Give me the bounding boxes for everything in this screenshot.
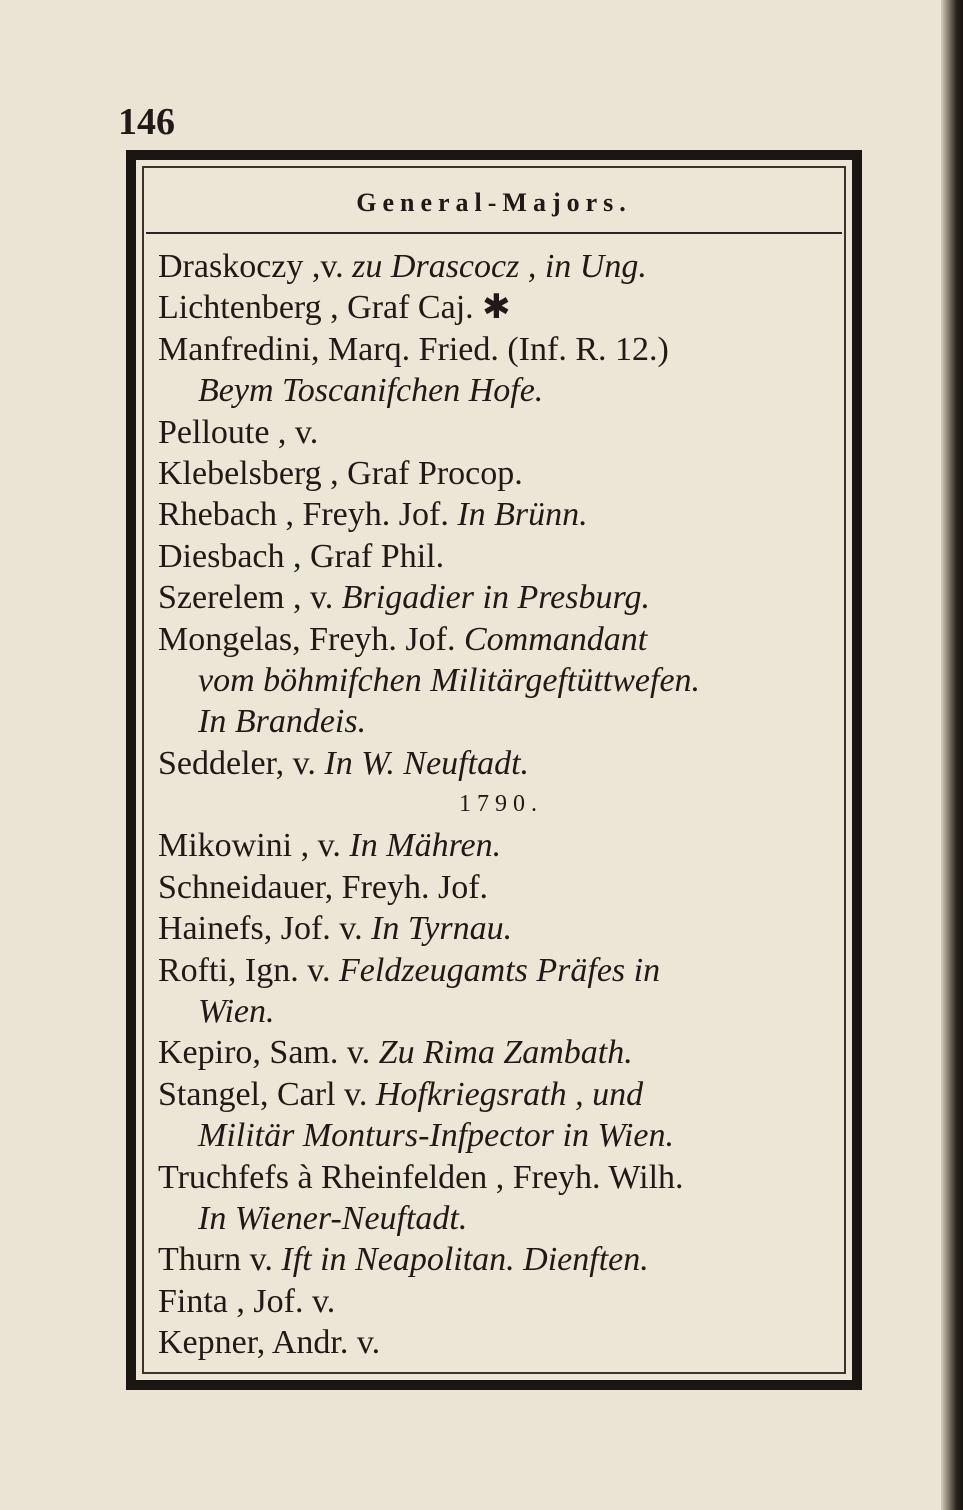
entry-note: zu Drascocz , in Ung.: [343, 248, 647, 285]
entry-name: Szerelem , v.: [158, 579, 334, 617]
entry-note: Ift in Neapolitan. Dienften.: [272, 1241, 649, 1279]
entry-continuation: [158, 660, 844, 701]
entry-continuation: [158, 1115, 844, 1156]
year-label: 1790.: [459, 791, 543, 818]
entry-line: [158, 536, 844, 577]
entry-name: Mikowini , v.: [158, 827, 341, 865]
entry-name: Pelloute , v.: [158, 413, 319, 451]
entry-note: Beym Toscanifchen Hofe.: [198, 372, 544, 410]
entry-line: [158, 825, 844, 866]
entry-line: [158, 246, 844, 287]
entry-note: Wien.: [198, 993, 275, 1031]
entry-line: [158, 329, 844, 370]
page-edge: [941, 0, 963, 1510]
entry-name: Diesbach , Graf Phil.: [158, 537, 445, 575]
entry-line: [158, 743, 844, 784]
entry-line: [158, 1157, 844, 1198]
entry-continuation: [158, 701, 844, 742]
entry-name: Kepiro, Sam. v.: [158, 1034, 371, 1072]
section-heading: General-Majors.: [356, 188, 632, 217]
entry-line: [158, 412, 844, 453]
entry-note: In Tyrnau.: [362, 910, 513, 948]
entry-name: Mongelas, Freyh. Jof.: [158, 620, 456, 658]
entry-name: Finta , Jof. v.: [158, 1282, 336, 1320]
entry-name: Truchfefs à Rheinfelden , Freyh. Wilh.: [158, 1158, 684, 1196]
entry-note: In W. Neuftadt.: [315, 744, 530, 782]
entry-line: [158, 1032, 844, 1073]
entry-name: Draskoczy ,v.: [158, 248, 344, 285]
entry-name: Rhebach , Freyh. Jof.: [158, 496, 449, 534]
entry-line: [158, 1322, 844, 1363]
entry-name: Klebelsberg , Graf Procop.: [158, 454, 523, 492]
entry-line: [158, 619, 844, 660]
entry-name: Hainefs, Jof. v.: [158, 910, 363, 948]
entry-note: Zu Rima Zambath.: [370, 1034, 633, 1072]
entry-list: [158, 246, 844, 1364]
entry-line: [158, 908, 844, 949]
year-divider: [158, 784, 844, 825]
entry-continuation: [158, 1198, 844, 1239]
entry-line: [158, 1281, 844, 1322]
page-number: 146: [118, 101, 175, 143]
entry-note: Hofkriegsrath , und: [367, 1075, 644, 1113]
entry-note: Brigadier in Presburg.: [333, 579, 650, 617]
entry-note: vom böhmifchen Militärgeftüttwefen.: [198, 661, 701, 699]
entry-line: [158, 950, 844, 991]
entry-note: Feldzeugamts Präfes in: [330, 951, 661, 989]
entry-line: [158, 1074, 844, 1115]
entry-line: [158, 287, 844, 328]
entry-note: In Wiener-Neuftadt.: [198, 1199, 468, 1237]
entry-line: [158, 494, 844, 535]
entry-line: [158, 867, 844, 908]
entry-name: Seddeler, v.: [158, 744, 316, 782]
entry-name: Lichtenberg , Graf Caj. ✱: [158, 289, 511, 327]
entry-name: Kepner, Andr. v.: [158, 1324, 381, 1362]
entry-note: Militär Monturs-Infpector in Wien.: [198, 1117, 674, 1155]
heading-box: [146, 174, 842, 234]
entry-name: Manfredini, Marq. Fried. (Inf. R. 12.): [158, 330, 669, 368]
entry-name: Rofti, Ign. v.: [158, 951, 331, 989]
entry-continuation: [158, 991, 844, 1032]
entry-line: [158, 453, 844, 494]
entry-continuation: [158, 370, 844, 411]
entry-note: In Brandeis.: [198, 703, 367, 741]
entry-name: Schneidauer, Freyh. Jof.: [158, 868, 489, 906]
entry-note: Commandant: [455, 620, 648, 658]
entry-name: Thurn v.: [158, 1241, 273, 1279]
entry-line: [158, 577, 844, 618]
entry-name: Stangel, Carl v.: [158, 1075, 368, 1113]
entry-note: In Brünn.: [448, 496, 588, 534]
entry-line: [158, 1239, 844, 1280]
entry-note: In Mähren.: [340, 827, 502, 865]
ornamental-frame: [126, 150, 862, 1390]
